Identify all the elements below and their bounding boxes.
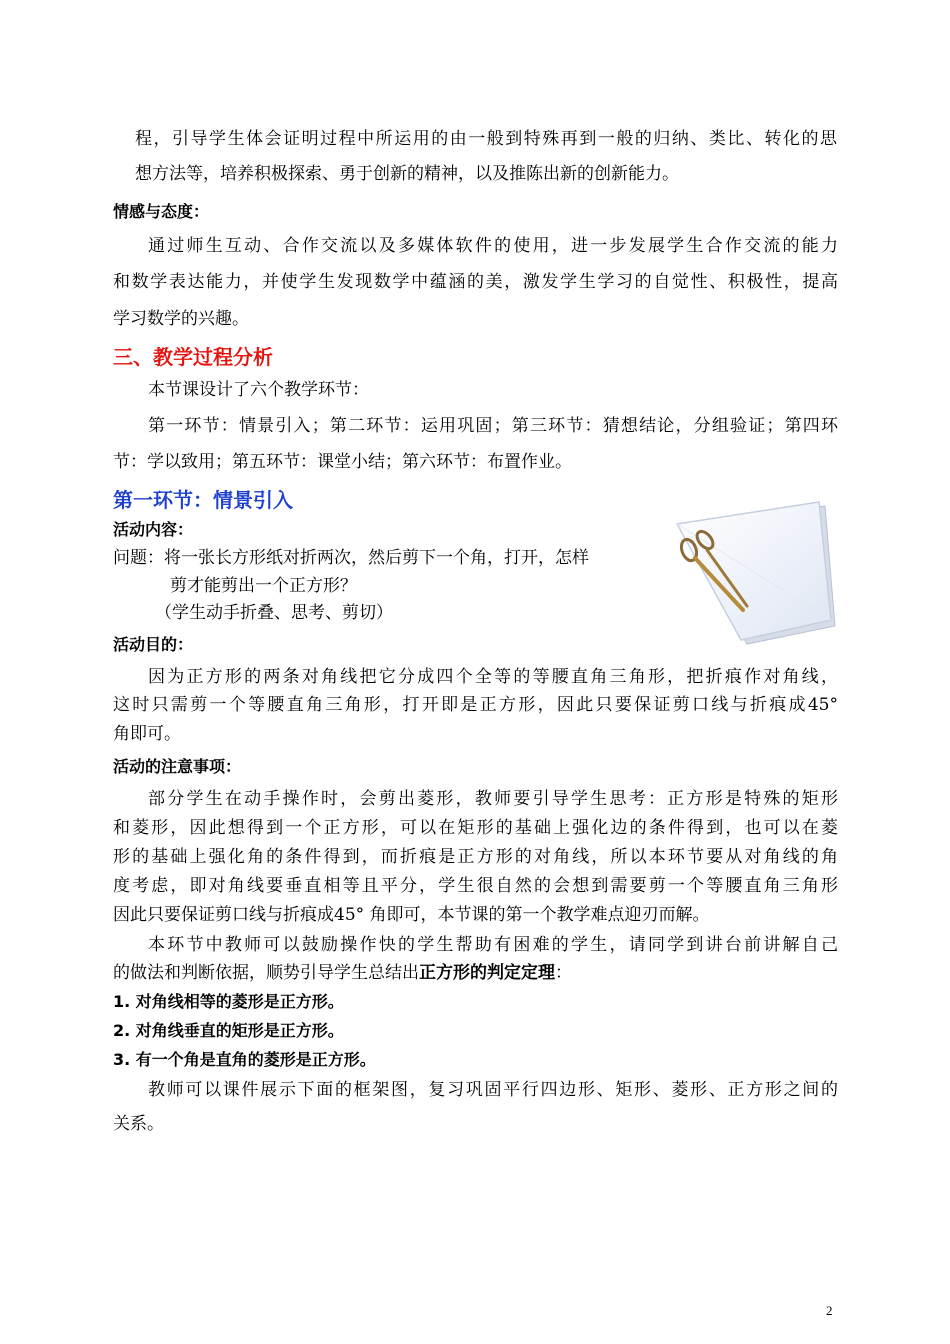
theorem-item: 1. 对角线相等的菱形是正方形。	[113, 992, 344, 1011]
activity-content-label: 活动内容：	[113, 520, 194, 539]
paragraph-line: 部分学生在动手操作时，会剪出菱形，教师要引导学生思考：正方形是特殊的矩形	[148, 789, 838, 809]
paragraph-text: 的做法和判断依据，顺势引导学生总结出	[113, 963, 419, 983]
paragraph-line: 关系。	[113, 1114, 164, 1134]
paragraph-line: 角即可。	[113, 724, 181, 744]
question-line: 剪才能剪出一个正方形？	[170, 576, 357, 596]
activity-purpose-label: 活动目的：	[113, 635, 194, 654]
activity-notes-label: 活动的注意事项：	[113, 757, 242, 776]
paragraph-line: 因此只要保证剪口线与折痕成45° 角即可，本节课的第一个教学难点迎刃而解。	[113, 905, 710, 925]
theorem-name: 正方形的判定定理	[419, 963, 555, 983]
paragraph-line: 本环节中教师可以鼓励操作快的学生帮助有困难的学生，请同学到讲台前讲解自己	[148, 935, 838, 955]
paragraph-line: 通过师生互动、合作交流以及多媒体软件的使用，进一步发展学生合作交流的能力	[148, 236, 838, 256]
paragraph-line: 想方法等，培养积极探索、勇于创新的精神，以及推陈出新的创新能力。	[135, 164, 679, 184]
paragraph-line: 节：学以致用；第五环节：课堂小结；第六环节：布置作业。	[113, 452, 572, 472]
paragraph-line	[113, 961, 572, 985]
paragraph-line: 度考虑，即对角线要垂直相等且平分，学生很自然的会想到需要剪一个等腰直角三角形	[113, 876, 838, 896]
paragraph-line: 程，引导学生体会证明过程中所运用的由一般到特殊再到一般的归纳、类比、转化的思	[135, 129, 837, 149]
step1-heading: 第一环节：情景引入	[113, 488, 293, 512]
paragraph-line: 因为正方形的两条对角线把它分成四个全等的等腰直角三角形，把折痕作对角线，	[148, 667, 838, 687]
section-heading: 三、教学过程分析	[113, 345, 273, 369]
paragraph-line: 学习数学的兴趣。	[113, 309, 249, 329]
question-line: 问题：将一张长方形纸对折两次，然后剪下一个角，打开，怎样	[113, 548, 589, 568]
paragraph-line: 形的基础上强化角的条件得到，而折痕是正方形的对角线，所以本环节要从对角线的角	[113, 847, 838, 867]
page-number: 2	[826, 1303, 833, 1318]
emotion-attitude-label: 情感与态度：	[113, 202, 210, 221]
paragraph-line: 第一环节：情景引入；第二环节：运用巩固；第三环节：猜想结论，分组验证；第四环	[148, 416, 838, 436]
paragraph-line: 这时只需剪一个等腰直角三角形，打开即是正方形，因此只要保证剪口线与折痕成45°	[113, 695, 838, 715]
paper-and-scissors-icon	[655, 498, 845, 648]
paragraph-line: 教师可以课件展示下面的框架图，复习巩固平行四边形、矩形、菱形、正方形之间的	[148, 1080, 838, 1100]
theorem-item: 2. 对角线垂直的矩形是正方形。	[113, 1021, 344, 1040]
paragraph-line: 和数学表达能力，并使学生发现数学中蕴涵的美，激发学生学习的自觉性、积极性，提高	[113, 272, 838, 292]
paragraph-line: 和菱形，因此想得到一个正方形，可以在矩形的基础上强化边的条件得到，也可以在菱	[113, 818, 838, 838]
paragraph-line: 本节课设计了六个教学环节：	[148, 380, 369, 400]
paragraph-text: ：	[555, 963, 572, 983]
theorem-item: 3. 有一个角是直角的菱形是正方形。	[113, 1050, 376, 1069]
question-line: （学生动手折叠、思考、剪切）	[155, 603, 393, 623]
